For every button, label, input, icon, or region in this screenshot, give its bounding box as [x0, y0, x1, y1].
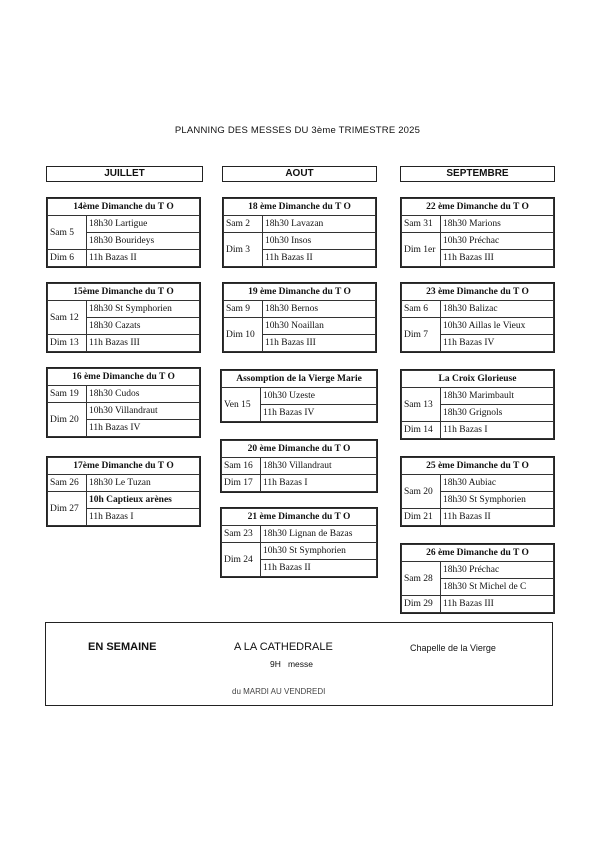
- mass-cell: 11h Bazas III: [441, 596, 554, 613]
- mass-cell: 18h30 Marions: [441, 216, 554, 233]
- mass-cell: 11h Bazas I: [261, 475, 377, 492]
- mass-block: [400, 456, 555, 527]
- block-header: 20 ème Dimanche du T O: [222, 441, 377, 458]
- mass-cell: 18h30 Villandraut: [261, 458, 377, 475]
- weekdays-label: du MARDI AU VENDREDI: [232, 687, 326, 696]
- en-semaine-label: EN SEMAINE: [88, 641, 157, 653]
- day-cell: Dim 1er: [402, 233, 441, 267]
- day-cell: Sam 13: [402, 388, 441, 422]
- mass-cell: 11h Bazas I: [441, 422, 554, 439]
- day-cell: Dim 6: [48, 250, 87, 267]
- mass-cell: 18h30 Grignols: [441, 405, 554, 422]
- mass-block: [400, 197, 555, 268]
- day-cell: Dim 3: [224, 233, 263, 267]
- block-header: 17ème Dimanche du T O: [48, 458, 200, 475]
- day-cell: Dim 17: [222, 475, 261, 492]
- mass-block: [46, 367, 201, 438]
- mass-cell: 18h30 St Symphorien: [441, 492, 554, 509]
- day-cell: Sam 6: [402, 301, 441, 318]
- mass-cell: 18h30 Le Tuzan: [87, 475, 200, 492]
- mass-cell: 18h30 Aubiac: [441, 475, 554, 492]
- month-september: SEPTEMBRE: [400, 166, 555, 182]
- page-title: PLANNING DES MESSES DU 3ème TRIMESTRE 2025: [174, 125, 421, 136]
- mass-cell: 11h Bazas III: [87, 335, 200, 352]
- day-cell: Sam 5: [48, 216, 87, 250]
- mass-cell: 18h30 Bernos: [263, 301, 376, 318]
- mass-cell: 18h30 Lignan de Bazas: [261, 526, 377, 543]
- day-cell: Sam 26: [48, 475, 87, 492]
- mass-cell: 11h Bazas III: [441, 250, 554, 267]
- mass-block: [220, 507, 378, 578]
- mass-cell: 18h30 Préchac: [441, 562, 554, 579]
- mass-cell: 10h30 Aillas le Vieux: [441, 318, 554, 335]
- mass-cell: 18h30 Marimbault: [441, 388, 554, 405]
- day-cell: Dim 21: [402, 509, 441, 526]
- mass-cell: 18h30 Lavazan: [263, 216, 376, 233]
- block-header: Assomption de la Vierge Marie: [222, 371, 377, 388]
- mass-cell: 11h Bazas IV: [261, 405, 377, 422]
- block-header: 26 ème Dimanche du T O: [402, 545, 554, 562]
- day-cell: Sam 19: [48, 386, 87, 403]
- mass-cell: 18h30 Bourideys: [87, 233, 200, 250]
- mass-block: [400, 282, 555, 353]
- block-header: 14ème Dimanche du T O: [48, 199, 200, 216]
- block-header: 18 ème Dimanche du T O: [224, 199, 376, 216]
- mass-cell: 10h30 Préchac: [441, 233, 554, 250]
- mass-cell: 10h30 Villandraut: [87, 403, 200, 420]
- month-august: AOUT: [222, 166, 377, 182]
- mass-time: 9H messe: [270, 659, 313, 669]
- day-cell: Sam 31: [402, 216, 441, 233]
- day-cell: Dim 29: [402, 596, 441, 613]
- mass-block: [220, 439, 378, 493]
- block-header: 19 ème Dimanche du T O: [224, 284, 376, 301]
- mass-cell: 11h Bazas IV: [87, 420, 200, 437]
- day-cell: Ven 15: [222, 388, 261, 422]
- mass-block: [222, 197, 377, 268]
- day-cell: Sam 2: [224, 216, 263, 233]
- day-cell: Dim 24: [222, 543, 261, 577]
- mass-cell: 11h Bazas II: [441, 509, 554, 526]
- month-july: JUILLET: [46, 166, 203, 182]
- mass-cell: 11h Bazas II: [263, 250, 376, 267]
- mass-cell: 11h Bazas II: [87, 250, 200, 267]
- block-header: 15ème Dimanche du T O: [48, 284, 200, 301]
- block-header: 16 ème Dimanche du T O: [48, 369, 200, 386]
- mass-cell: 10h30 Uzeste: [261, 388, 377, 405]
- day-cell: Dim 7: [402, 318, 441, 352]
- chapelle-label: Chapelle de la Vierge: [410, 643, 496, 653]
- mass-cell: 18h30 Cudos: [87, 386, 200, 403]
- day-cell: Dim 14: [402, 422, 441, 439]
- mass-cell: 18h30 Lartigue: [87, 216, 200, 233]
- mass-cell: 10h30 St Symphorien: [261, 543, 377, 560]
- mass-block: [400, 543, 555, 614]
- mass-cell: 10h30 Noaillan: [263, 318, 376, 335]
- mass-block: [400, 369, 555, 440]
- day-cell: Sam 9: [224, 301, 263, 318]
- mass-block: [222, 282, 377, 353]
- block-header: La Croix Glorieuse: [402, 371, 554, 388]
- mass-block: [46, 197, 201, 268]
- mass-cell: 11h Bazas I: [87, 509, 200, 526]
- mass-block: [46, 282, 201, 353]
- weekday-mass-box: [45, 622, 553, 706]
- day-cell: Dim 13: [48, 335, 87, 352]
- block-header: 22 ème Dimanche du T O: [402, 199, 554, 216]
- block-header: 25 ème Dimanche du T O: [402, 458, 554, 475]
- day-cell: Sam 28: [402, 562, 441, 596]
- mass-cell: 11h Bazas III: [263, 335, 376, 352]
- day-cell: Sam 23: [222, 526, 261, 543]
- cathedrale-label: A LA CATHEDRALE: [234, 641, 333, 653]
- day-cell: Dim 27: [48, 492, 87, 526]
- day-cell: Dim 10: [224, 318, 263, 352]
- mass-cell: 10h Captieux arènes: [87, 492, 200, 509]
- mass-cell: 18h30 St Symphorien: [87, 301, 200, 318]
- day-cell: Sam 12: [48, 301, 87, 335]
- mass-block: [46, 456, 201, 527]
- block-header: 23 ème Dimanche du T O: [402, 284, 554, 301]
- day-cell: Dim 20: [48, 403, 87, 437]
- mass-cell: 11h Bazas IV: [441, 335, 554, 352]
- day-cell: Sam 16: [222, 458, 261, 475]
- day-cell: Sam 20: [402, 475, 441, 509]
- mass-block: [220, 369, 378, 423]
- mass-cell: 18h30 Balizac: [441, 301, 554, 318]
- mass-cell: 11h Bazas II: [261, 560, 377, 577]
- mass-cell: 10h30 Insos: [263, 233, 376, 250]
- mass-cell: 18h30 St Michel de C: [441, 579, 554, 596]
- block-header: 21 ème Dimanche du T O: [222, 509, 377, 526]
- mass-cell: 18h30 Cazats: [87, 318, 200, 335]
